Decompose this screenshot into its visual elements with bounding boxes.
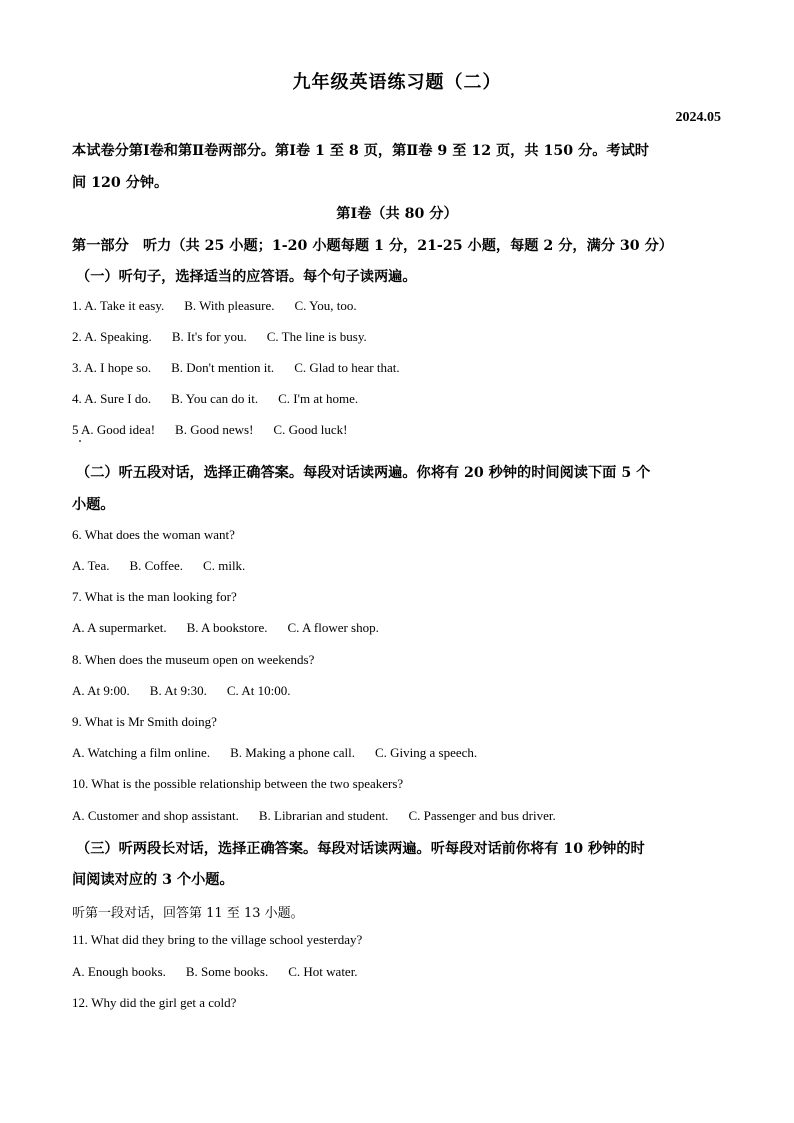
page-title: 九年级英语练习题（二）: [292, 72, 502, 93]
question-1-option-c: C. You, too.: [294, 298, 357, 313]
question-8-stem: 8. When does the museum open on weekends?: [72, 652, 315, 667]
question-9-option-b: B. Making a phone call.: [230, 745, 355, 760]
question-10-stem: 10. What is the possible relationship between the two speakers?: [72, 776, 404, 791]
question-10-option-a: A. Customer and shop assistant.: [72, 808, 239, 823]
part-one-title: 第Ⅰ卷（共 80 分）: [336, 206, 458, 222]
question-9-stem: 9. What is Mr Smith doing?: [72, 714, 217, 729]
intro-line-1: 本试卷分第Ⅰ卷和第Ⅱ卷两部分。第Ⅰ卷 1 至 8 页，第Ⅱ卷 9 至 12 页，共 150 分。考试时: [72, 143, 649, 159]
question-3-option-c: C. Glad to hear that.: [294, 360, 400, 375]
question-5-option-a: 5 A. Good idea!: [72, 422, 156, 437]
question-6-option-c: C. milk.: [203, 558, 246, 573]
question-3-option-b: B. Don't mention it.: [171, 360, 275, 375]
question-7-option-a: A. A supermarket.: [72, 620, 167, 635]
stray-dot-mark: [79, 440, 81, 442]
question-11-option-a: A. Enough books.: [72, 964, 166, 979]
question-10-option-c: C. Passenger and bus driver.: [408, 808, 556, 823]
question-1: [72, 298, 377, 314]
exam-date: 2024.05: [675, 110, 721, 125]
question-8-option-b: B. At 9:30.: [149, 683, 207, 698]
subsection-2-instruction-line-1: （二）听五段对话，选择正确答案。每段对话读两遍。你将有 20 秒钟的时间阅读下面 5 个: [76, 465, 651, 481]
question-3-option-a: 3. A. I hope so.: [72, 360, 152, 375]
question-10-options: [72, 808, 576, 824]
question-1-option-b: B. With pleasure.: [184, 298, 275, 313]
intro-line-2: 间 120 分钟。: [72, 175, 169, 191]
subsection-2-instruction-line-2: 小题。: [72, 497, 115, 513]
question-11-options: [72, 964, 378, 980]
question-2-option-b: B. It's for you.: [171, 329, 247, 344]
question-4-option-a: 4. A. Sure I do.: [72, 391, 152, 406]
question-7-options: [72, 620, 399, 636]
question-5: [72, 422, 367, 438]
subsection-3-instruction-line-2: 间阅读对应的 3 个小题。: [72, 872, 234, 888]
question-6-stem: 6. What does the woman want?: [72, 527, 235, 542]
question-6-option-a: A. Tea.: [72, 558, 110, 573]
question-5-option-b: B. Good news!: [175, 422, 254, 437]
subsection-1-instruction: （一）听句子，选择适当的应答语。每个句子读两遍。: [76, 269, 417, 285]
question-11-stem: 11. What did they bring to the village school yesterday?: [72, 932, 363, 947]
question-3: [72, 360, 420, 376]
question-11-option-c: C. Hot water.: [288, 964, 358, 979]
question-8-option-a: A. At 9:00.: [72, 683, 130, 698]
question-2-option-c: C. The line is busy.: [266, 329, 367, 344]
question-2: [72, 329, 387, 345]
section-listening-title: 第一部分 听力（共 25 小题；1-20 小题每题 1 分，21-25 小题，每题 2 分，满分 30 分）: [72, 238, 673, 254]
question-4: [72, 391, 378, 407]
question-6-options: [72, 558, 265, 574]
subsection-3-instruction-line-1: （三）听两段长对话，选择正确答案。每段对话读两遍。听每段对话前你将有 10 秒钟的时: [76, 841, 645, 857]
question-5-option-c: C. Good luck!: [273, 422, 348, 437]
question-9-option-c: C. Giving a speech.: [375, 745, 478, 760]
question-9-options: [72, 745, 497, 761]
subsection-3-note: 听第一段对话，回答第 11 至 13 小题。: [72, 906, 304, 921]
question-7-option-c: C. A flower shop.: [287, 620, 379, 635]
question-9-option-a: A. Watching a film online.: [72, 745, 211, 760]
question-8-option-c: C. At 10:00.: [226, 683, 291, 698]
question-4-option-c: C. I'm at home.: [278, 391, 359, 406]
question-1-option-a: 1. A. Take it easy.: [72, 298, 165, 313]
question-12-stem: 12. Why did the girl get a cold?: [72, 995, 237, 1010]
question-2-option-a: 2. A. Speaking.: [72, 329, 152, 344]
question-7-option-b: B. A bookstore.: [186, 620, 268, 635]
question-11-option-b: B. Some books.: [185, 964, 269, 979]
question-10-option-b: B. Librarian and student.: [258, 808, 389, 823]
question-7-stem: 7. What is the man looking for?: [72, 589, 237, 604]
question-6-option-b: B. Coffee.: [129, 558, 184, 573]
question-4-option-b: B. You can do it.: [171, 391, 259, 406]
question-8-options: [72, 683, 310, 699]
